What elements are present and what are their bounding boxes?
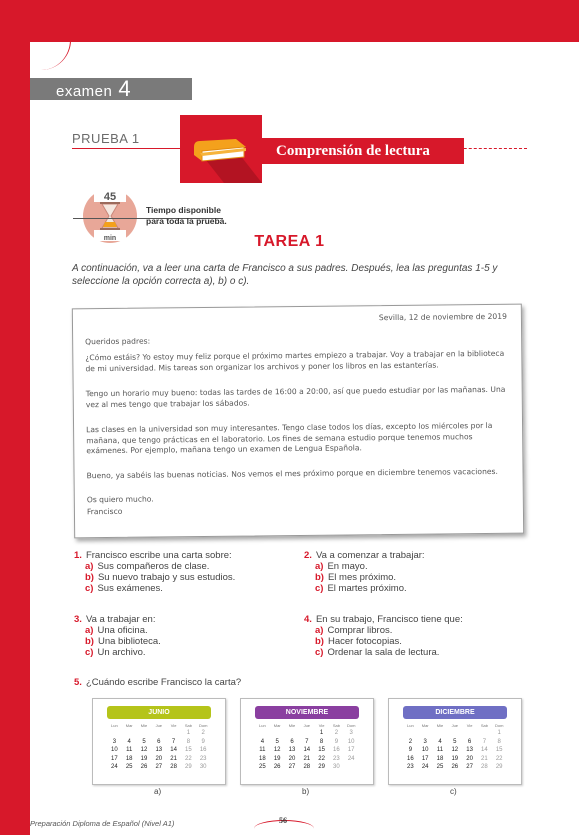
calendar-day: 16 [199, 747, 207, 753]
calendar-day: 24 [347, 755, 355, 762]
option-a[interactable] [304, 625, 524, 636]
calendar-day [403, 729, 418, 738]
calendar-weekday: Dom [346, 723, 356, 728]
calendar-day: 9 [334, 738, 339, 745]
calendar-day: 8 [186, 738, 191, 745]
calendar-weekdays [403, 723, 507, 728]
calendar-weekday: Mar [273, 723, 281, 728]
option-c[interactable] [304, 647, 524, 658]
calendar-label-b: b) [302, 787, 310, 796]
option-text: El martes próximo. [327, 583, 407, 594]
calendar-day: 19 [451, 755, 459, 762]
calendar-day: 14 [170, 747, 177, 753]
letter-paragraph-3: Las clases en la universidad son muy interesantes. Tengo clase todos los días, excepto los miércoles por la mañana, que tengo prácticas en el laboratorio. Los fines de semana estudio porque tenemos muchos exámenes. Por ejemplo, mañana tengo un examen de Lengua Española. [86, 420, 493, 456]
question-number: 2. [304, 550, 312, 561]
calendar-weekdays [255, 723, 359, 728]
calendar-grid [255, 729, 359, 772]
calendar-day: 3 [423, 738, 427, 745]
calendar-day: 24 [111, 764, 118, 770]
calendar-day: 4 [438, 738, 442, 745]
prueba-label: PRUEBA 1 [72, 131, 140, 146]
option-c[interactable] [74, 583, 294, 594]
corner-curve [40, 40, 71, 70]
calendar-day: 30 [333, 764, 340, 770]
section-title: Comprensión de lectura [262, 138, 464, 164]
calendar-day: 5 [453, 738, 457, 745]
option-text: Sus exámenes. [97, 583, 163, 594]
tarea-title: TAREA 1 [254, 233, 325, 250]
calendar-weekday: Jue [451, 723, 459, 728]
calendar-day [299, 729, 314, 738]
calendar-weekday: Jue [303, 723, 311, 728]
option-letter: b) [85, 572, 94, 583]
calendar-day: 13 [466, 747, 473, 753]
option-letter: c) [85, 647, 94, 658]
calendar-day: 15 [318, 747, 325, 753]
option-letter: a) [85, 561, 94, 572]
calendar-day: 9 [408, 747, 413, 753]
calendar-weekday: Dom [198, 723, 208, 728]
calendar-day: 29 [495, 764, 503, 770]
calendar-day: 27 [155, 764, 163, 770]
option-letter: b) [85, 636, 94, 647]
calendar-day: 12 [451, 747, 459, 753]
instructions: A continuación, va a leer una carta de Francisco a sus padres. Después, lea las preguntas 1-5 y seleccione la opción correcta a), b) o c). [72, 263, 498, 287]
calendar-day: 13 [288, 747, 296, 753]
option-a[interactable] [304, 561, 524, 572]
calendar-weekday: Mie [140, 723, 148, 728]
calendar-day: 26 [451, 764, 459, 770]
option-text: Hacer fotocopias. [327, 636, 402, 647]
calendar-option-c[interactable] [388, 698, 522, 785]
calendar-day: 4 [127, 738, 131, 745]
option-text: Comprar libros. [327, 625, 393, 636]
question-2 [304, 550, 524, 594]
calendar-day: 28 [303, 764, 311, 770]
calendar-day: 27 [466, 764, 473, 770]
calendar-month: NOVIEMBRE [255, 706, 359, 719]
calendar-label-c: c) [450, 787, 457, 796]
calendar-day: 10 [111, 747, 118, 753]
question-text: En su trabajo, Francisco tiene que: [315, 614, 463, 625]
option-letter: a) [315, 625, 324, 636]
calendar-day: 1 [186, 730, 191, 736]
option-letter: a) [315, 561, 324, 572]
side-bar [0, 42, 30, 835]
calendar-day: 4 [260, 738, 265, 745]
option-c[interactable] [74, 647, 294, 658]
calendar-grid [403, 729, 507, 772]
question-text: Va a trabajar en: [85, 614, 156, 625]
question-text: Francisco escribe una carta sobre: [85, 550, 232, 561]
calendar-day: 10 [421, 747, 429, 753]
calendar-day: 3 [349, 730, 353, 736]
calendar-weekday: Vie [170, 723, 177, 728]
option-text: Un archivo. [97, 647, 146, 658]
timer-unit: min [103, 235, 117, 242]
timer-label-2: para toda la prueba. [146, 216, 227, 226]
calendar-day: 19 [140, 755, 148, 762]
option-a[interactable] [74, 561, 294, 572]
calendar-day: 21 [170, 755, 177, 762]
calendar-day: 22 [318, 755, 325, 762]
calendar-day: 1 [497, 730, 501, 736]
question-number: 4. [304, 614, 312, 625]
letter-paragraph-4: Bueno, ya sabéis las buenas noticias. Nos vemos el mes próximo porque en diciembre tenemos vacaciones. [86, 466, 498, 481]
calendar-day: 18 [125, 755, 133, 762]
option-text: Una biblioteca. [97, 636, 161, 647]
calendar-day: 16 [407, 755, 414, 762]
calendar-weekday: Mie [436, 723, 444, 728]
letter-greeting: Queridos padres: [85, 336, 151, 347]
calendar-weekday: Dom [494, 723, 504, 728]
option-text: Sus compañeros de clase. [97, 561, 210, 572]
calendar-weekday: Jue [155, 723, 163, 728]
calendar-day: 13 [155, 747, 163, 753]
question-3 [74, 614, 294, 658]
calendar-day: 15 [185, 747, 192, 753]
calendar-day: 8 [497, 738, 501, 745]
calendar-weekday: Vie [318, 723, 325, 728]
calendar-day: 7 [305, 738, 309, 745]
calendar-weekday: Lun [407, 723, 414, 728]
calendar-day [137, 729, 152, 738]
letter-paragraph-2: Tengo un horario muy bueno: todas las tardes de 16:00 a 20:00, así que puedo estudiar por las mañanas. Una vez al mes tengo que trabajar los sábados. [85, 384, 506, 409]
calendar-day: 29 [318, 764, 325, 770]
calendar-day: 22 [495, 755, 503, 762]
calendar-day: 1 [319, 730, 324, 736]
calendar-day: 20 [288, 755, 296, 762]
option-b[interactable] [74, 572, 294, 583]
calendar-day: 26 [140, 764, 148, 770]
calendar-grid [107, 729, 211, 772]
calendar-day: 18 [259, 755, 266, 762]
calendar-day: 6 [467, 738, 472, 745]
calendar-day: 11 [259, 747, 266, 753]
calendar-day: 23 [407, 764, 414, 770]
timer-value: 45 [103, 191, 117, 203]
calendar-option-a[interactable] [92, 698, 226, 785]
option-letter: b) [315, 572, 324, 583]
exam-number: 4 [118, 76, 132, 101]
question-4 [304, 614, 524, 658]
calendar-day [344, 763, 359, 772]
calendar-day: 25 [259, 764, 266, 770]
calendar-day: 30 [199, 764, 207, 770]
calendar-weekday: Lun [111, 723, 118, 728]
calendar-month: DICIEMBRE [403, 706, 507, 719]
question-number: 5. [74, 677, 82, 688]
calendar-day: 5 [275, 738, 279, 745]
section-icon-box [180, 115, 262, 183]
option-b[interactable] [74, 636, 294, 647]
calendar-day: 2 [408, 738, 413, 745]
option-letter: b) [315, 636, 324, 647]
calendar-day: 28 [170, 764, 177, 770]
exam-header [30, 78, 192, 100]
exam-label: examen [56, 83, 113, 100]
question-text: Va a comenzar a trabajar: [315, 550, 425, 561]
calendar-day: 10 [347, 738, 355, 745]
calendar-day [122, 729, 137, 738]
calendar-day [285, 729, 300, 738]
question-number: 1. [74, 550, 82, 561]
divider-solid [72, 148, 180, 149]
option-a[interactable] [74, 625, 294, 636]
calendar-day: 12 [273, 747, 281, 753]
option-b[interactable] [304, 636, 524, 647]
option-text: El mes próximo. [327, 572, 397, 583]
option-text: Una oficina. [97, 625, 148, 636]
calendar-weekday: Mar [421, 723, 429, 728]
calendar-day: 2 [201, 730, 205, 736]
top-bar [0, 0, 579, 42]
calendar-day [107, 729, 122, 738]
calendar-weekday: Mar [125, 723, 133, 728]
calendar-weekday: Mie [288, 723, 296, 728]
option-letter: c) [315, 647, 324, 658]
timer-label [146, 205, 227, 227]
question-number: 3. [74, 614, 82, 625]
calendar-day: 14 [303, 747, 311, 753]
timer-label-1: Tiempo disponible [146, 205, 221, 215]
calendar-day: 21 [303, 755, 311, 762]
calendar-day: 20 [155, 755, 163, 762]
page-number: 56 [279, 816, 287, 825]
calendar-day: 29 [185, 764, 192, 770]
option-letter: c) [315, 583, 324, 594]
calendar-day: 12 [140, 747, 148, 753]
letter [72, 304, 524, 539]
calendar-day: 25 [436, 764, 444, 770]
calendar-day [255, 729, 270, 738]
calendar-day: 17 [111, 755, 118, 762]
letter-paragraph-1: ¿Cómo estáis? Yo estoy muy feliz porque el próximo martes empiezo a trabajar. Voy a trabajar en la biblioteca de mi universidad. Mis tareas son organizar los archivos y poner los libros en las estanterías. [85, 348, 505, 373]
calendar-day: 8 [319, 738, 324, 745]
calendar-day: 11 [436, 747, 444, 753]
calendar-day: 28 [481, 764, 488, 770]
option-text: Ordenar la sala de lectura. [327, 647, 440, 658]
calendar-day: 23 [199, 755, 207, 762]
calendar-day: 5 [142, 738, 146, 745]
calendar-day: 27 [288, 764, 296, 770]
calendar-day: 3 [112, 738, 117, 745]
calendar-weekday: Vie [466, 723, 473, 728]
letter-closing: Os quiero mucho. [86, 494, 154, 505]
calendar-weekday: Sab [480, 723, 488, 728]
question-1 [74, 550, 294, 594]
calendar-option-b[interactable] [240, 698, 374, 785]
calendar-weekday: Sab [184, 723, 192, 728]
calendar-day [477, 729, 492, 738]
calendar-day: 20 [466, 755, 473, 762]
calendar-day [433, 729, 448, 738]
calendar-weekdays [107, 723, 211, 728]
letter-signature: Francisco [86, 506, 123, 517]
calendar-day: 6 [290, 738, 294, 745]
letter-date: Sevilla, 12 de noviembre de 2019 [378, 311, 507, 323]
calendar-day: 11 [126, 747, 133, 753]
option-c[interactable] [304, 583, 524, 594]
calendar-day: 9 [201, 738, 205, 745]
calendar-day [447, 729, 462, 738]
book-icon [180, 115, 262, 183]
calendar-label-a: a) [154, 787, 162, 796]
option-text: En mayo. [327, 561, 368, 572]
option-letter: a) [85, 625, 94, 636]
calendar-day [462, 729, 477, 738]
calendar-day: 2 [334, 730, 339, 736]
calendar-day: 7 [482, 738, 487, 745]
calendar-day: 7 [171, 738, 176, 745]
calendar-day: 21 [481, 755, 488, 762]
question-text: ¿Cuándo escribe Francisco la carta? [85, 677, 242, 688]
option-text: Su nuevo trabajo y sus estudios. [97, 572, 236, 583]
question-5 [74, 677, 374, 688]
option-b[interactable] [304, 572, 524, 583]
calendar-day: 18 [436, 755, 444, 762]
calendar-day [270, 729, 285, 738]
calendar-day: 17 [421, 755, 429, 762]
calendar-day [418, 729, 433, 738]
footer-text: Preparación Diploma de Español (Nivel A1) [30, 819, 175, 828]
calendar-day [151, 729, 166, 738]
calendar-day: 19 [273, 755, 281, 762]
calendar-day: 25 [125, 764, 133, 770]
calendar-day: 23 [333, 755, 340, 762]
calendar-day: 6 [157, 738, 161, 745]
calendar-month: JUNIO [107, 706, 211, 719]
calendar-day: 14 [481, 747, 488, 753]
option-letter: c) [85, 583, 94, 594]
calendar-day: 22 [185, 755, 192, 762]
calendar-weekday: Lun [259, 723, 266, 728]
calendar-day: 15 [495, 747, 503, 753]
calendar-day: 26 [273, 764, 281, 770]
calendar-weekday: Sab [332, 723, 340, 728]
calendar-day: 17 [347, 747, 355, 753]
calendar-day [166, 729, 181, 738]
calendar-day: 24 [421, 764, 429, 770]
calendar-day: 16 [333, 747, 340, 753]
